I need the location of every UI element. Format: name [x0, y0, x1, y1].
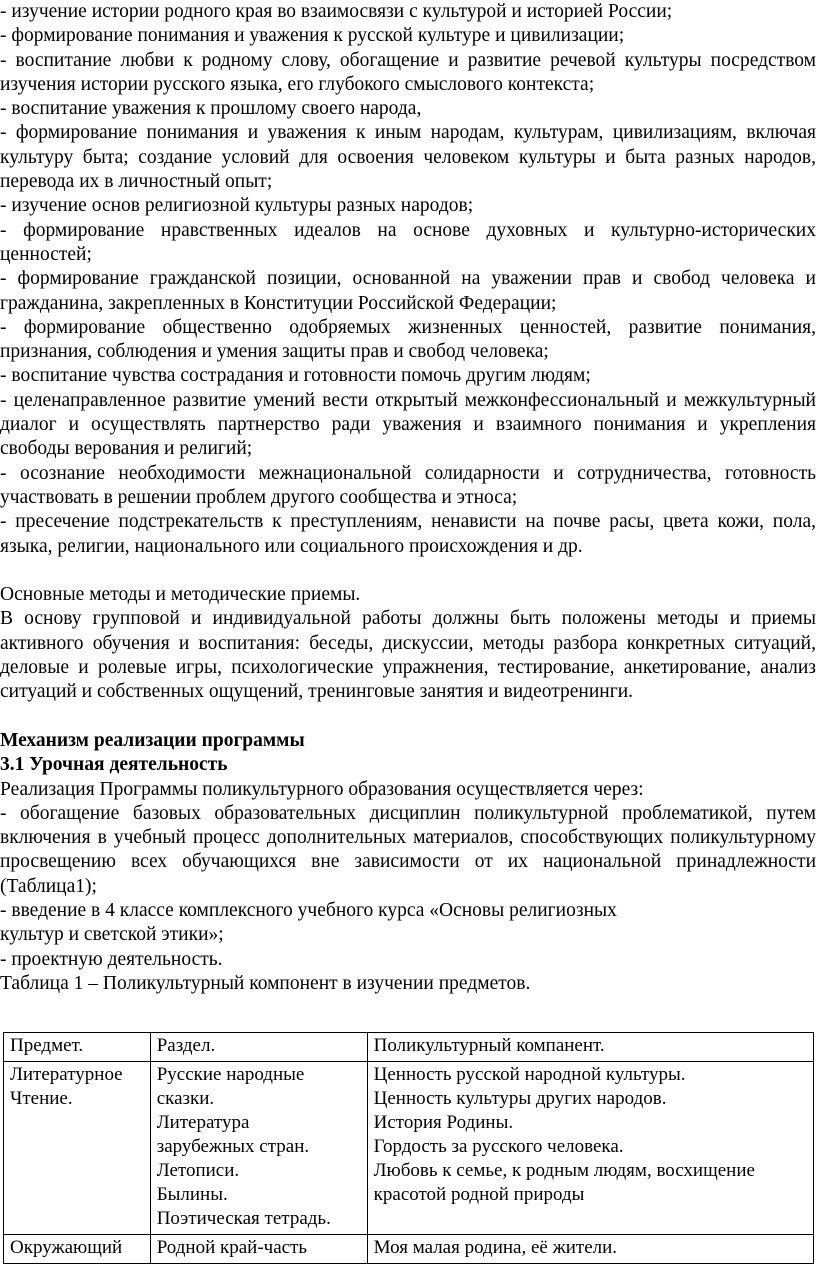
cell-line: Летописи.	[156, 1160, 240, 1181]
cell-line: красотой родной природы	[373, 1184, 585, 1205]
cell-line: Литературное	[10, 1064, 123, 1085]
header-component: Поликультурный компанент.	[367, 1033, 813, 1062]
paragraph: - формирование понимания и уважения к русской культуре и цивилизации;	[0, 25, 625, 47]
blank-line	[0, 559, 816, 583]
cell-line: зарубежных стран.	[156, 1136, 310, 1157]
cell-line: Любовь к семье, к родным людям, восхищение	[373, 1160, 755, 1181]
paragraph: - пресечение подстрекательств к преступлениям, ненависти на почве расы, цвета кожи, пола, языка, религии, национального или социального происхождения и др.	[0, 511, 816, 557]
paragraph: Основные методы и методические приемы.	[0, 584, 361, 606]
cell-component	[367, 1062, 813, 1235]
header-section: Раздел.	[150, 1033, 367, 1062]
paragraph: - воспитание уважения к прошлому своего народа,	[0, 98, 422, 120]
header-subject: Предмет.	[4, 1033, 151, 1062]
blank-line	[0, 705, 816, 729]
paragraph: - проектную деятельность.	[0, 948, 223, 970]
cell-line: Гордость за русского человека.	[373, 1136, 624, 1157]
cell-line: Ценность русской народной культуры.	[373, 1064, 686, 1085]
cell-line: сказки.	[156, 1088, 215, 1109]
paragraph: - воспитание чувства сострадания и готовности помочь другим людям;	[0, 365, 591, 387]
paragraph: В основу групповой и индивидуальной работы должны быть положены методы и приемы активного обучения и воспитания: беседы, дискуссии, методы разбора конкретных ситуаций, деловые и ролевые игры, психологические упражнения, тестирование, анкетирование, анализ ситуаций и собственных ощущений, тренинговые занятия и видеотренинги.	[0, 608, 816, 703]
cell-line: Моя малая родина, её жители.	[373, 1237, 618, 1258]
paragraph: - введение в 4 классе комплексного учебного курса «Основы религиозных	[0, 899, 617, 921]
table-row	[4, 1062, 814, 1235]
paragraph: Реализация Программы поликультурного образования осуществляется через:	[0, 778, 644, 800]
cell-line: Чтение.	[10, 1088, 73, 1109]
cell-line: Литература	[156, 1112, 250, 1133]
paragraph: - осознание необходимости межнациональной солидарности и сотрудничества, готовность участвовать в решении проблем другого сообщества и этноса;	[0, 462, 816, 508]
polycultural-table	[3, 1032, 814, 1264]
paragraph: - обогащение базовых образовательных дисциплин поликультурной проблематикой, путем включения в учебный процесс дополнительных материалов, способствующих поликультурному просвещению всех обучающихся вне зависимости от их национальной принадлежности (Таблица1);	[0, 802, 816, 897]
paragraph: - изучение основ религиозной культуры разных народов;	[0, 195, 474, 217]
paragraph: - изучение истории родного края во взаимосвязи с культурой и историей России;	[0, 1, 673, 22]
cell-section	[150, 1062, 367, 1235]
section-heading: 3.1 Урочная деятельность	[0, 754, 228, 776]
cell-line: Ценность культуры других народов.	[373, 1088, 667, 1109]
cell-line: Былины.	[156, 1184, 228, 1205]
paragraph: - целенаправленное развитие умений вести открытый межконфессиональный и межкультурный диалог и осуществлять партнерство ради уважения и взаимного понимания и укрепления свободы верования и религий;	[0, 389, 816, 460]
cell-line: Окружающий	[10, 1237, 123, 1258]
cell-subject	[4, 1062, 151, 1235]
cell-line: Родной край-часть	[156, 1237, 308, 1258]
table-row	[4, 1235, 814, 1264]
cell-section	[150, 1235, 367, 1264]
paragraph: - воспитание любви к родному слову, обогащение и развитие речевой культуры посредством изучения истории русского языка, его глубокого смыслового контекста;	[0, 49, 816, 95]
section-heading: Механизм реализации программы	[0, 729, 305, 751]
paragraph: - формирование общественно одобряемых жизненных ценностей, развитие понимания, признания, соблюдения и умения защиты прав и свобод человека;	[0, 316, 816, 363]
cell-line: Русские народные	[156, 1064, 305, 1085]
paragraph: - формирование гражданской позиции, основанной на уважении прав и свобод человека и гражданина, закрепленных в Конституции Российской Федерации;	[0, 268, 816, 314]
paragraph: культур и светской этики»;	[0, 924, 224, 946]
cell-line: Поэтическая тетрадь.	[156, 1208, 331, 1229]
paragraph: - формирование понимания и уважения к иным народам, культурам, цивилизациям, включая культуру быта; создание условий для освоения человеком культуры и быта разных народов, перевода их в личностный опыт;	[0, 122, 816, 193]
cell-line: История Родины.	[373, 1112, 514, 1133]
cell-subject	[4, 1235, 151, 1264]
table-header-row	[4, 1033, 814, 1062]
paragraph: - формирование нравственных идеалов на основе духовных и культурно-исторических ценностей;	[0, 219, 816, 265]
cell-component	[367, 1235, 813, 1264]
paragraph: Таблица 1 – Поликультурный компонент в изучении предметов.	[0, 972, 531, 994]
